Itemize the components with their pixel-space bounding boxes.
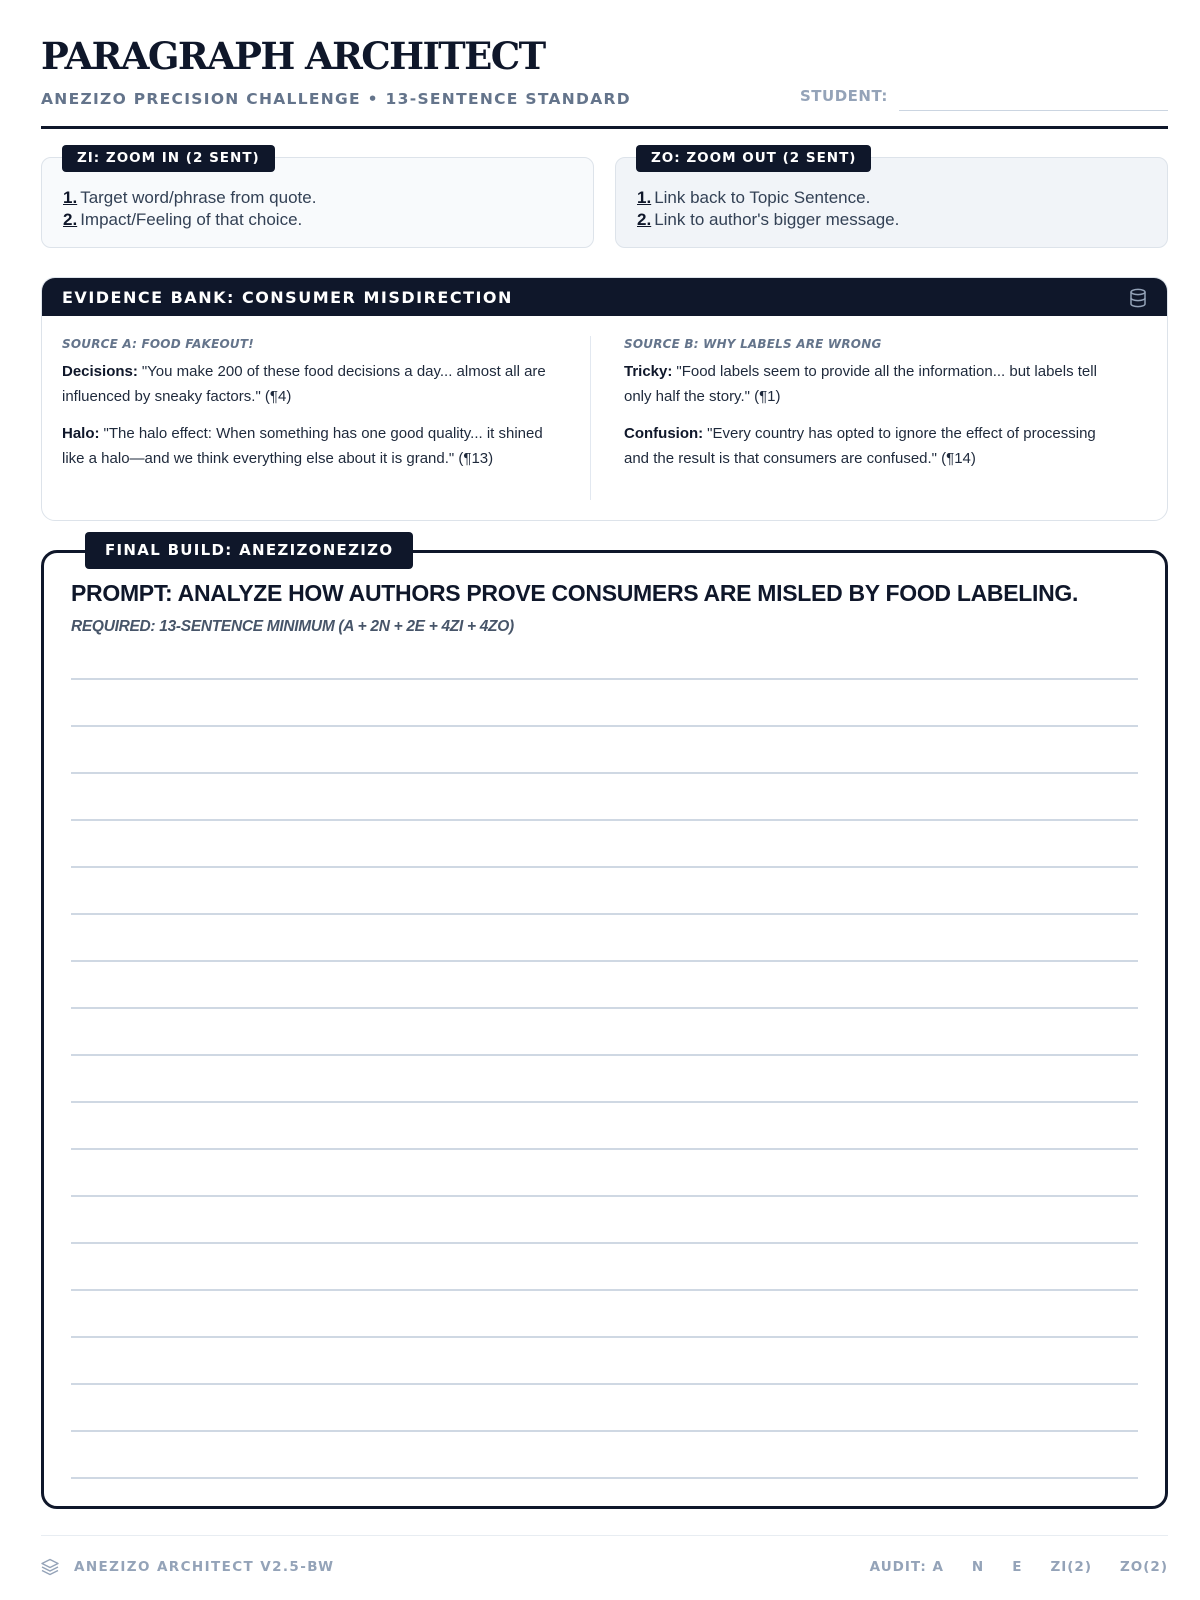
evidence-label: Decisions: <box>62 363 138 380</box>
writing-line[interactable] <box>71 913 1138 915</box>
writing-line[interactable] <box>71 1430 1138 1432</box>
item-number: 2. <box>63 210 78 229</box>
writing-line[interactable] <box>71 1007 1138 1009</box>
writing-line[interactable] <box>71 772 1138 774</box>
evidence-bank <box>41 277 1168 521</box>
writing-line[interactable] <box>71 1054 1138 1056</box>
evidence-quote: "Food labels seem to provide all the information... but labels tell only half the story." (¶1) <box>624 363 1097 405</box>
student-name-field[interactable] <box>899 110 1168 111</box>
zoom-out-item <box>637 209 899 231</box>
evidence-quote: "Every country has opted to ignore the effect of processing and the result is that consumers are confused." (¶14) <box>624 425 1096 467</box>
audit-checklist <box>870 1559 1168 1575</box>
item-text: Target word/phrase from quote. <box>80 188 317 207</box>
page-subtitle: ANEZIZO PRECISION CHALLENGE • 13-SENTENCE STANDARD <box>41 90 631 108</box>
evidence-bank-header <box>42 278 1167 316</box>
writing-line[interactable] <box>71 960 1138 962</box>
final-build-tag: FINAL BUILD: ANEZIZONEZIZO <box>85 532 413 569</box>
writing-prompt: PROMPT: ANALYZE HOW AUTHORS PROVE CONSUMERS ARE MISLED BY FOOD LABELING. <box>71 580 1079 606</box>
requirement-note: REQUIRED: 13-SENTENCE MINIMUM (A + 2N + 2E + 4ZI + 4ZO) <box>71 618 514 635</box>
writing-line[interactable] <box>71 678 1138 680</box>
footer-divider <box>41 1535 1168 1536</box>
evidence-item <box>624 421 1124 471</box>
item-text: Impact/Feeling of that choice. <box>80 210 303 229</box>
writing-line[interactable] <box>71 1195 1138 1197</box>
zoom-in-item <box>63 209 316 231</box>
evidence-item <box>62 421 562 471</box>
student-label: STUDENT: <box>800 87 888 105</box>
item-text: Link to author's bigger message. <box>654 210 900 229</box>
zoom-in-list <box>63 187 316 231</box>
source-a-title: SOURCE A: FOOD FAKEOUT! <box>62 337 254 351</box>
version-label: ANEZIZO ARCHITECT V2.5-BW <box>74 1559 335 1575</box>
evidence-item <box>624 359 1124 409</box>
writing-line[interactable] <box>71 725 1138 727</box>
evidence-item <box>62 359 562 409</box>
zoom-out-card <box>615 150 1168 248</box>
zoom-in-item <box>63 187 316 209</box>
zoom-in-card <box>41 150 594 248</box>
database-icon <box>1129 288 1147 308</box>
writing-line[interactable] <box>71 1477 1138 1479</box>
audit-item: AUDIT: A <box>869 1559 944 1575</box>
zoom-in-tag: ZI: ZOOM IN (2 SENT) <box>62 145 275 172</box>
item-text: Link back to Topic Sentence. <box>654 188 871 207</box>
audit-item: ZI(2) <box>1050 1559 1092 1575</box>
item-number: 1. <box>637 188 652 207</box>
source-a-column <box>62 337 562 483</box>
evidence-quote: "You make 200 of these food decisions a day... almost all are influenced by sneaky factors." (¶4) <box>62 363 546 405</box>
evidence-label: Tricky: <box>624 363 673 380</box>
writing-line[interactable] <box>71 1101 1138 1103</box>
zoom-out-tag: ZO: ZOOM OUT (2 SENT) <box>636 145 871 172</box>
writing-line[interactable] <box>71 819 1138 821</box>
zoom-out-item <box>637 187 899 209</box>
layers-icon <box>40 1558 60 1576</box>
page-title: PARAGRAPH ARCHITECT <box>41 34 545 78</box>
header-divider <box>41 126 1168 129</box>
final-build-box <box>41 550 1168 1509</box>
writing-line[interactable] <box>71 866 1138 868</box>
writing-line[interactable] <box>71 1289 1138 1291</box>
evidence-label: Confusion: <box>624 425 704 442</box>
zoom-out-list <box>637 187 899 231</box>
audit-item: E <box>1012 1559 1023 1575</box>
writing-line[interactable] <box>71 1336 1138 1338</box>
evidence-bank-title: EVIDENCE BANK: CONSUMER MISDIRECTION <box>62 288 513 307</box>
evidence-label: Halo: <box>62 425 100 442</box>
evidence-quote: "The halo effect: When something has one good quality... it shined like a halo—and we think everything else about it is grand." (¶13) <box>62 425 543 467</box>
item-number: 2. <box>637 210 652 229</box>
audit-item: ZO(2) <box>1120 1559 1168 1575</box>
item-number: 1. <box>63 188 78 207</box>
source-b-title: SOURCE B: WHY LABELS ARE WRONG <box>624 337 882 351</box>
writing-line[interactable] <box>71 1383 1138 1385</box>
audit-item: N <box>971 1559 985 1575</box>
writing-line[interactable] <box>71 1242 1138 1244</box>
writing-line[interactable] <box>71 1148 1138 1150</box>
source-b-column <box>624 337 1124 483</box>
column-divider <box>590 336 591 500</box>
